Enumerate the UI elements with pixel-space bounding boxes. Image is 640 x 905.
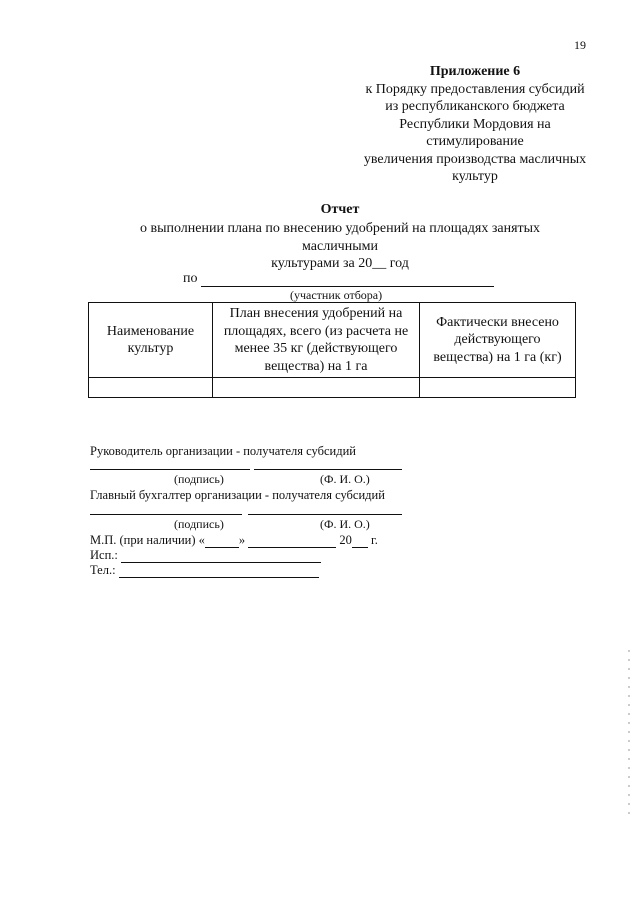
scan-artifact (628, 650, 630, 820)
header-actual: Фактически внесено действующего вещества) на 1 га (кг) (420, 303, 576, 378)
report-subtitle-line: масличными (302, 238, 378, 254)
executor-row (90, 548, 321, 563)
day-field[interactable] (205, 535, 239, 548)
table-header-row (89, 303, 576, 378)
executor-field[interactable] (121, 550, 321, 563)
quote-close: » (238, 533, 246, 547)
cell-actual[interactable] (420, 378, 576, 398)
head-name-caption: (Ф. И. О.) (320, 472, 370, 486)
appendix-line: к Порядку предоставления субсидий (365, 81, 585, 97)
stamp-date-row (90, 533, 378, 548)
report-subtitle-line: о выполнении плана по внесению удобрений на площадях занятых (139, 221, 541, 236)
head-label: Руководитель организации - получателя субсидий (90, 444, 356, 458)
accountant-label: Главный бухгалтер организации - получателя субсидий (90, 488, 385, 502)
head-signature-caption: (подпись) (174, 472, 224, 486)
report-subtitle-line: культурами за 20__ год (271, 256, 409, 271)
header-plan: План внесения удобрений на площадях, всего (из расчета не менее 35 кг (действующего вещества) на 1 га (213, 303, 420, 378)
phone-label: Тел.: (90, 563, 116, 577)
year-suffix: г. (371, 533, 378, 547)
appendix-block (300, 63, 640, 186)
phone-row (90, 563, 319, 578)
table-row (89, 378, 576, 398)
accountant-signature-line[interactable] (90, 514, 242, 515)
executor-label: Исп.: (90, 548, 118, 562)
accountant-signature-caption: (подпись) (174, 517, 224, 531)
appendix-line: Республики Мордовия на (399, 116, 551, 132)
report-title: Отчет (320, 202, 360, 217)
appendix-title: Приложение 6 (429, 64, 521, 79)
head-signature-line[interactable] (90, 469, 250, 470)
participant-field[interactable] (201, 272, 494, 287)
cell-crop[interactable] (89, 378, 213, 398)
appendix-line: культур (452, 169, 498, 184)
head-name-line[interactable] (254, 469, 402, 470)
report-subtitle (90, 220, 590, 273)
phone-field[interactable] (119, 565, 319, 578)
by-label: по (183, 271, 198, 286)
header-crop-name: Наименование культур (89, 303, 213, 378)
report-table (88, 302, 576, 398)
accountant-name-caption: (Ф. И. О.) (320, 517, 370, 531)
participant-row (183, 271, 494, 287)
appendix-line: увеличения производства масличных (363, 151, 587, 167)
appendix-line: стимулирование (426, 134, 524, 149)
appendix-line: из республиканского бюджета (385, 99, 565, 114)
year-prefix: 20 (339, 533, 352, 547)
page-number: 19 (574, 38, 586, 52)
cell-plan[interactable] (213, 378, 420, 398)
stamp-label: М.П. (при наличии) « (90, 533, 205, 547)
participant-caption: (участник отбора) (290, 288, 383, 302)
year-field[interactable] (352, 535, 368, 548)
month-field[interactable] (248, 535, 336, 548)
accountant-name-line[interactable] (248, 514, 402, 515)
